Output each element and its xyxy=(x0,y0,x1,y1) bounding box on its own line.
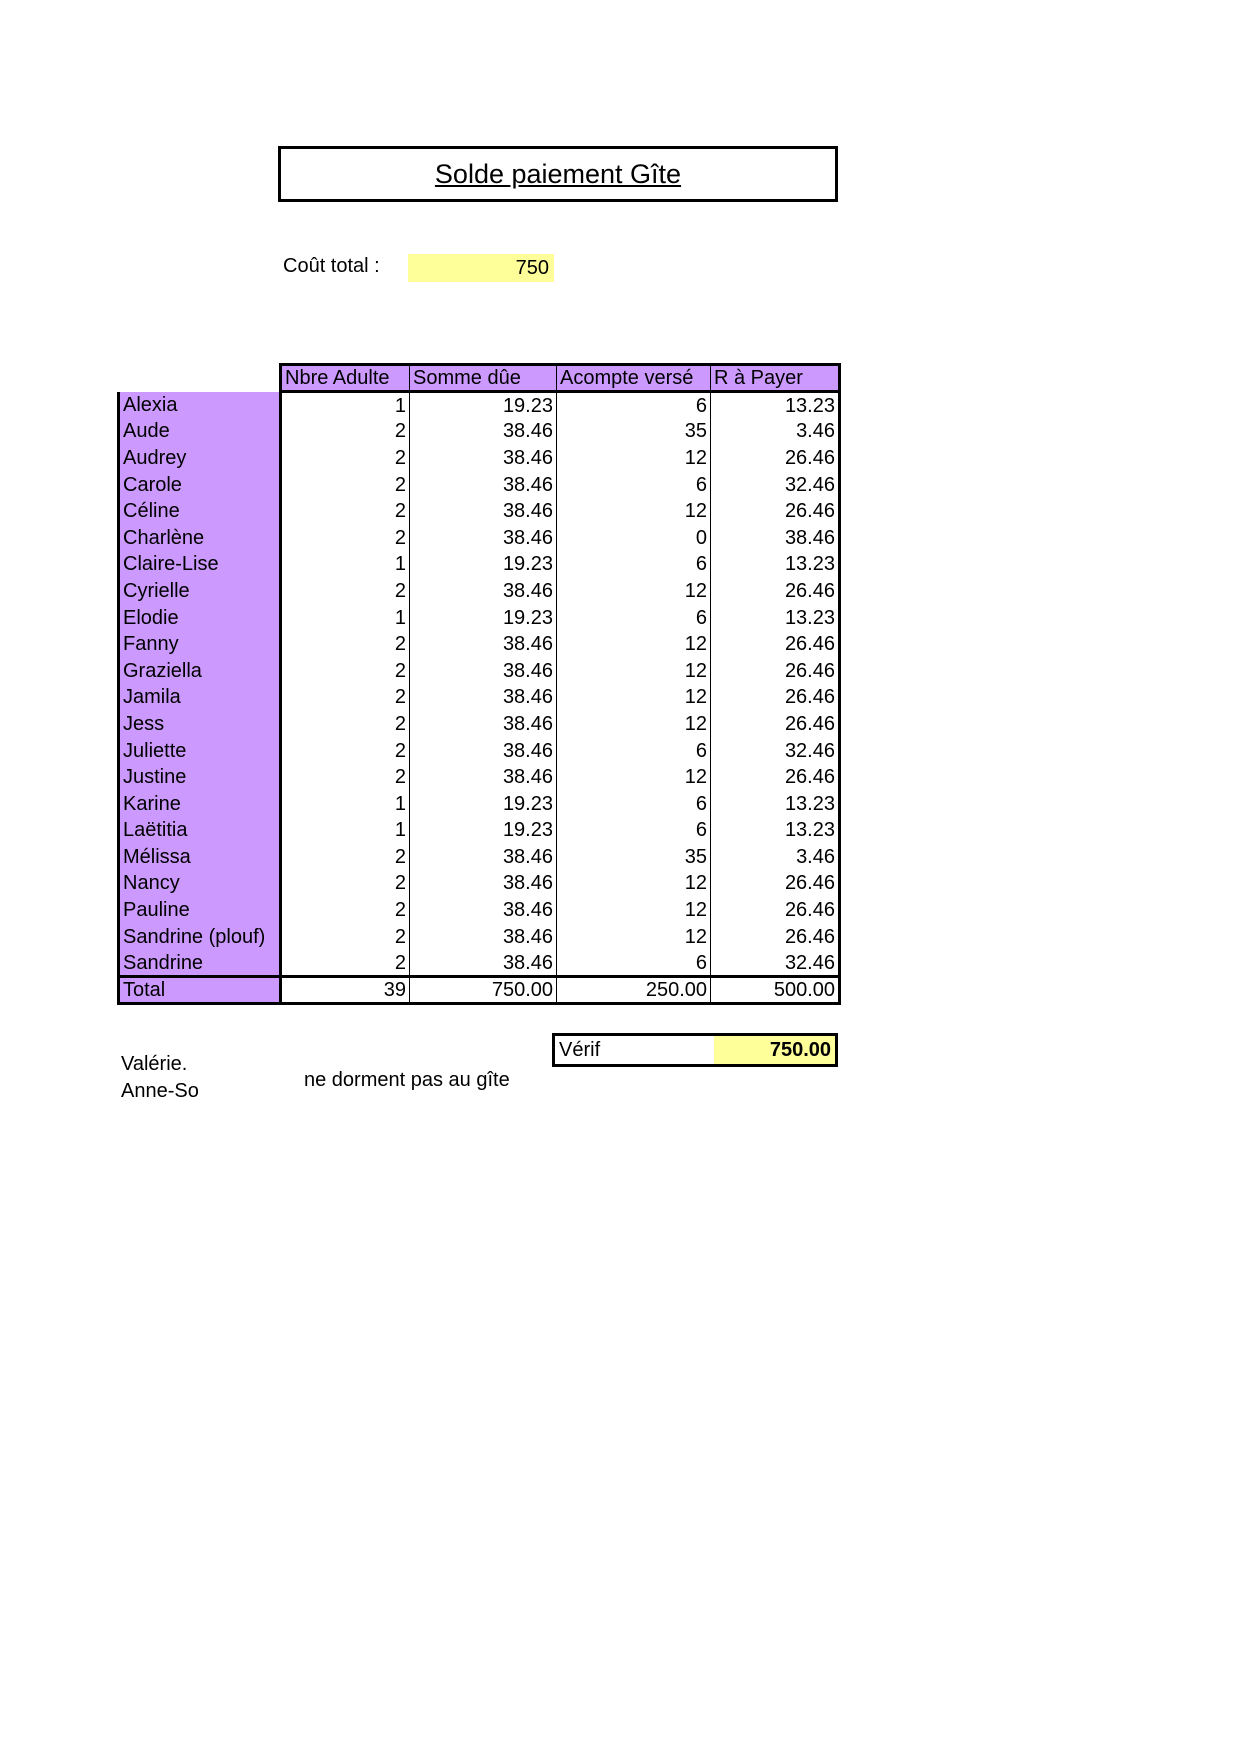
adults-cell[interactable]: 2 xyxy=(281,897,410,924)
header-due[interactable]: Somme dûe xyxy=(410,365,557,392)
table-row xyxy=(119,578,840,605)
remaining-cell[interactable]: 26.46 xyxy=(711,897,840,924)
remaining-cell[interactable]: 13.23 xyxy=(711,392,840,419)
adults-cell[interactable]: 2 xyxy=(281,711,410,738)
adults-cell[interactable]: 1 xyxy=(281,817,410,844)
name-cell[interactable]: Cyrielle xyxy=(119,578,281,605)
remaining-cell[interactable]: 13.23 xyxy=(711,551,840,578)
table-row xyxy=(119,684,840,711)
remaining-cell[interactable]: 13.23 xyxy=(711,790,840,817)
paid-cell[interactable]: 6 xyxy=(557,551,711,578)
name-cell[interactable]: Céline xyxy=(119,498,281,525)
due-cell[interactable]: 38.46 xyxy=(410,737,557,764)
header-adults[interactable]: Nbre Adulte xyxy=(281,365,410,392)
remaining-cell[interactable]: 3.46 xyxy=(711,844,840,871)
payment-table xyxy=(117,363,841,1005)
remaining-cell[interactable]: 13.23 xyxy=(711,817,840,844)
name-cell[interactable]: Graziella xyxy=(119,657,281,684)
table-row xyxy=(119,471,840,498)
name-cell[interactable]: Aude xyxy=(119,418,281,445)
note-name-1: Valérie. xyxy=(121,1053,188,1075)
name-cell[interactable]: Audrey xyxy=(119,445,281,472)
paid-cell[interactable]: 35 xyxy=(557,418,711,445)
table-row xyxy=(119,498,840,525)
adults-cell[interactable]: 2 xyxy=(281,870,410,897)
due-cell[interactable]: 19.23 xyxy=(410,790,557,817)
remaining-cell[interactable]: 26.46 xyxy=(711,684,840,711)
name-cell[interactable]: Jamila xyxy=(119,684,281,711)
adults-cell[interactable]: 1 xyxy=(281,604,410,631)
due-cell[interactable]: 38.46 xyxy=(410,923,557,950)
due-cell[interactable]: 38.46 xyxy=(410,950,557,977)
name-cell[interactable]: Alexia xyxy=(119,392,281,419)
paid-cell[interactable]: 12 xyxy=(557,711,711,738)
table-row xyxy=(119,445,840,472)
adults-cell[interactable]: 2 xyxy=(281,631,410,658)
adults-cell[interactable]: 2 xyxy=(281,923,410,950)
name-cell[interactable]: Charlène xyxy=(119,524,281,551)
paid-cell[interactable]: 6 xyxy=(557,790,711,817)
due-cell[interactable]: 38.46 xyxy=(410,844,557,871)
remaining-cell[interactable]: 26.46 xyxy=(711,578,840,605)
note-name-2: Anne-So xyxy=(121,1080,199,1102)
remaining-cell[interactable]: 26.46 xyxy=(711,445,840,472)
table-row xyxy=(119,897,840,924)
table-row xyxy=(119,870,840,897)
due-cell[interactable]: 19.23 xyxy=(410,392,557,419)
name-cell[interactable]: Claire-Lise xyxy=(119,551,281,578)
paid-cell[interactable]: 12 xyxy=(557,870,711,897)
total-cost-label: Coût total : xyxy=(283,255,380,277)
paid-cell[interactable]: 12 xyxy=(557,498,711,525)
header-blank xyxy=(119,365,281,392)
table-row xyxy=(119,790,840,817)
due-cell[interactable]: 750.00 xyxy=(410,977,557,1004)
remaining-cell[interactable]: 32.46 xyxy=(711,471,840,498)
name-cell[interactable]: Sandrine (plouf) xyxy=(119,923,281,950)
header-remaining[interactable]: R à Payer xyxy=(711,365,840,392)
table-row xyxy=(119,711,840,738)
adults-cell[interactable]: 2 xyxy=(281,418,410,445)
table-row xyxy=(119,551,840,578)
name-cell[interactable]: Jess xyxy=(119,711,281,738)
adults-cell[interactable]: 2 xyxy=(281,764,410,791)
remaining-cell[interactable]: 26.46 xyxy=(711,711,840,738)
adults-cell[interactable]: 2 xyxy=(281,471,410,498)
due-cell[interactable]: 38.46 xyxy=(410,684,557,711)
adults-cell[interactable]: 2 xyxy=(281,578,410,605)
paid-cell[interactable]: 6 xyxy=(557,392,711,419)
adults-cell[interactable]: 2 xyxy=(281,844,410,871)
note-remark: ne dorment pas au gîte xyxy=(304,1069,510,1091)
name-cell[interactable]: Pauline xyxy=(119,897,281,924)
verification-value[interactable]: 750.00 xyxy=(714,1036,835,1064)
remaining-cell[interactable]: 38.46 xyxy=(711,524,840,551)
paid-cell[interactable]: 12 xyxy=(557,657,711,684)
table-row xyxy=(119,817,840,844)
table-row xyxy=(119,764,840,791)
name-cell[interactable]: Mélissa xyxy=(119,844,281,871)
paid-cell[interactable]: 12 xyxy=(557,764,711,791)
paid-cell[interactable]: 0 xyxy=(557,524,711,551)
due-cell[interactable]: 38.46 xyxy=(410,711,557,738)
remaining-cell[interactable]: 32.46 xyxy=(711,737,840,764)
table-row xyxy=(119,923,840,950)
name-cell[interactable]: Fanny xyxy=(119,631,281,658)
due-cell[interactable]: 38.46 xyxy=(410,524,557,551)
paid-cell[interactable]: 6 xyxy=(557,950,711,977)
adults-cell[interactable]: 2 xyxy=(281,737,410,764)
table-row xyxy=(119,737,840,764)
due-cell[interactable]: 38.46 xyxy=(410,870,557,897)
remaining-cell[interactable]: 26.46 xyxy=(711,764,840,791)
header-row xyxy=(119,365,840,392)
table-row xyxy=(119,418,840,445)
due-cell[interactable]: 38.46 xyxy=(410,764,557,791)
remaining-cell[interactable]: 26.46 xyxy=(711,923,840,950)
paid-cell[interactable]: 6 xyxy=(557,737,711,764)
remaining-cell[interactable]: 26.46 xyxy=(711,631,840,658)
paid-cell[interactable]: 12 xyxy=(557,578,711,605)
due-cell[interactable]: 19.23 xyxy=(410,551,557,578)
name-cell[interactable]: Laëtitia xyxy=(119,817,281,844)
title-box xyxy=(278,146,838,202)
due-cell[interactable]: 38.46 xyxy=(410,445,557,472)
remaining-cell[interactable]: 13.23 xyxy=(711,604,840,631)
adults-cell[interactable]: 1 xyxy=(281,551,410,578)
paid-cell[interactable]: 12 xyxy=(557,631,711,658)
remaining-cell[interactable]: 32.46 xyxy=(711,950,840,977)
paid-cell[interactable]: 6 xyxy=(557,471,711,498)
name-cell[interactable]: Carole xyxy=(119,471,281,498)
table-row xyxy=(119,604,840,631)
due-cell[interactable]: 38.46 xyxy=(410,498,557,525)
remaining-cell[interactable]: 26.46 xyxy=(711,657,840,684)
table-row xyxy=(119,657,840,684)
due-cell[interactable]: 38.46 xyxy=(410,657,557,684)
page-title: Solde paiement Gîte xyxy=(434,158,682,189)
due-cell[interactable]: 38.46 xyxy=(410,471,557,498)
adults-cell[interactable]: 2 xyxy=(281,684,410,711)
name-cell[interactable]: Sandrine xyxy=(119,950,281,977)
paid-cell[interactable]: 6 xyxy=(557,604,711,631)
table-row xyxy=(119,392,840,419)
remaining-cell[interactable]: 3.46 xyxy=(711,418,840,445)
name-cell[interactable]: Juliette xyxy=(119,737,281,764)
table-row xyxy=(119,844,840,871)
remaining-cell[interactable]: 26.46 xyxy=(711,498,840,525)
due-cell[interactable]: 19.23 xyxy=(410,604,557,631)
paid-cell[interactable]: 12 xyxy=(557,923,711,950)
remaining-cell[interactable]: 500.00 xyxy=(711,977,840,1004)
due-cell[interactable]: 19.23 xyxy=(410,817,557,844)
due-cell[interactable]: 38.46 xyxy=(410,578,557,605)
due-cell[interactable]: 38.46 xyxy=(410,631,557,658)
remaining-cell[interactable]: 26.46 xyxy=(711,870,840,897)
table-row xyxy=(119,631,840,658)
name-cell[interactable]: Justine xyxy=(119,764,281,791)
adults-cell[interactable]: 2 xyxy=(281,657,410,684)
total-row xyxy=(119,977,840,1004)
name-cell[interactable]: Total xyxy=(119,977,281,1004)
paid-cell[interactable]: 35 xyxy=(557,844,711,871)
name-cell[interactable]: Elodie xyxy=(119,604,281,631)
name-cell[interactable]: Karine xyxy=(119,790,281,817)
verification-label: Vérif xyxy=(559,1039,601,1061)
header-paid[interactable]: Acompte versé xyxy=(557,365,711,392)
due-cell[interactable]: 38.46 xyxy=(410,897,557,924)
adults-cell[interactable]: 2 xyxy=(281,445,410,472)
table-row xyxy=(119,524,840,551)
paid-cell[interactable]: 12 xyxy=(557,445,711,472)
paid-cell[interactable]: 6 xyxy=(557,817,711,844)
adults-cell[interactable]: 1 xyxy=(281,790,410,817)
paid-cell[interactable]: 250.00 xyxy=(557,977,711,1004)
paid-cell[interactable]: 12 xyxy=(557,897,711,924)
paid-cell[interactable]: 12 xyxy=(557,684,711,711)
adults-cell[interactable]: 2 xyxy=(281,950,410,977)
verification-box xyxy=(552,1033,838,1067)
name-cell[interactable]: Nancy xyxy=(119,870,281,897)
total-cost-cell[interactable]: 750 xyxy=(408,254,554,282)
adults-cell[interactable]: 2 xyxy=(281,524,410,551)
adults-cell[interactable]: 39 xyxy=(281,977,410,1004)
adults-cell[interactable]: 2 xyxy=(281,498,410,525)
adults-cell[interactable]: 1 xyxy=(281,392,410,419)
due-cell[interactable]: 38.46 xyxy=(410,418,557,445)
table-row xyxy=(119,950,840,977)
